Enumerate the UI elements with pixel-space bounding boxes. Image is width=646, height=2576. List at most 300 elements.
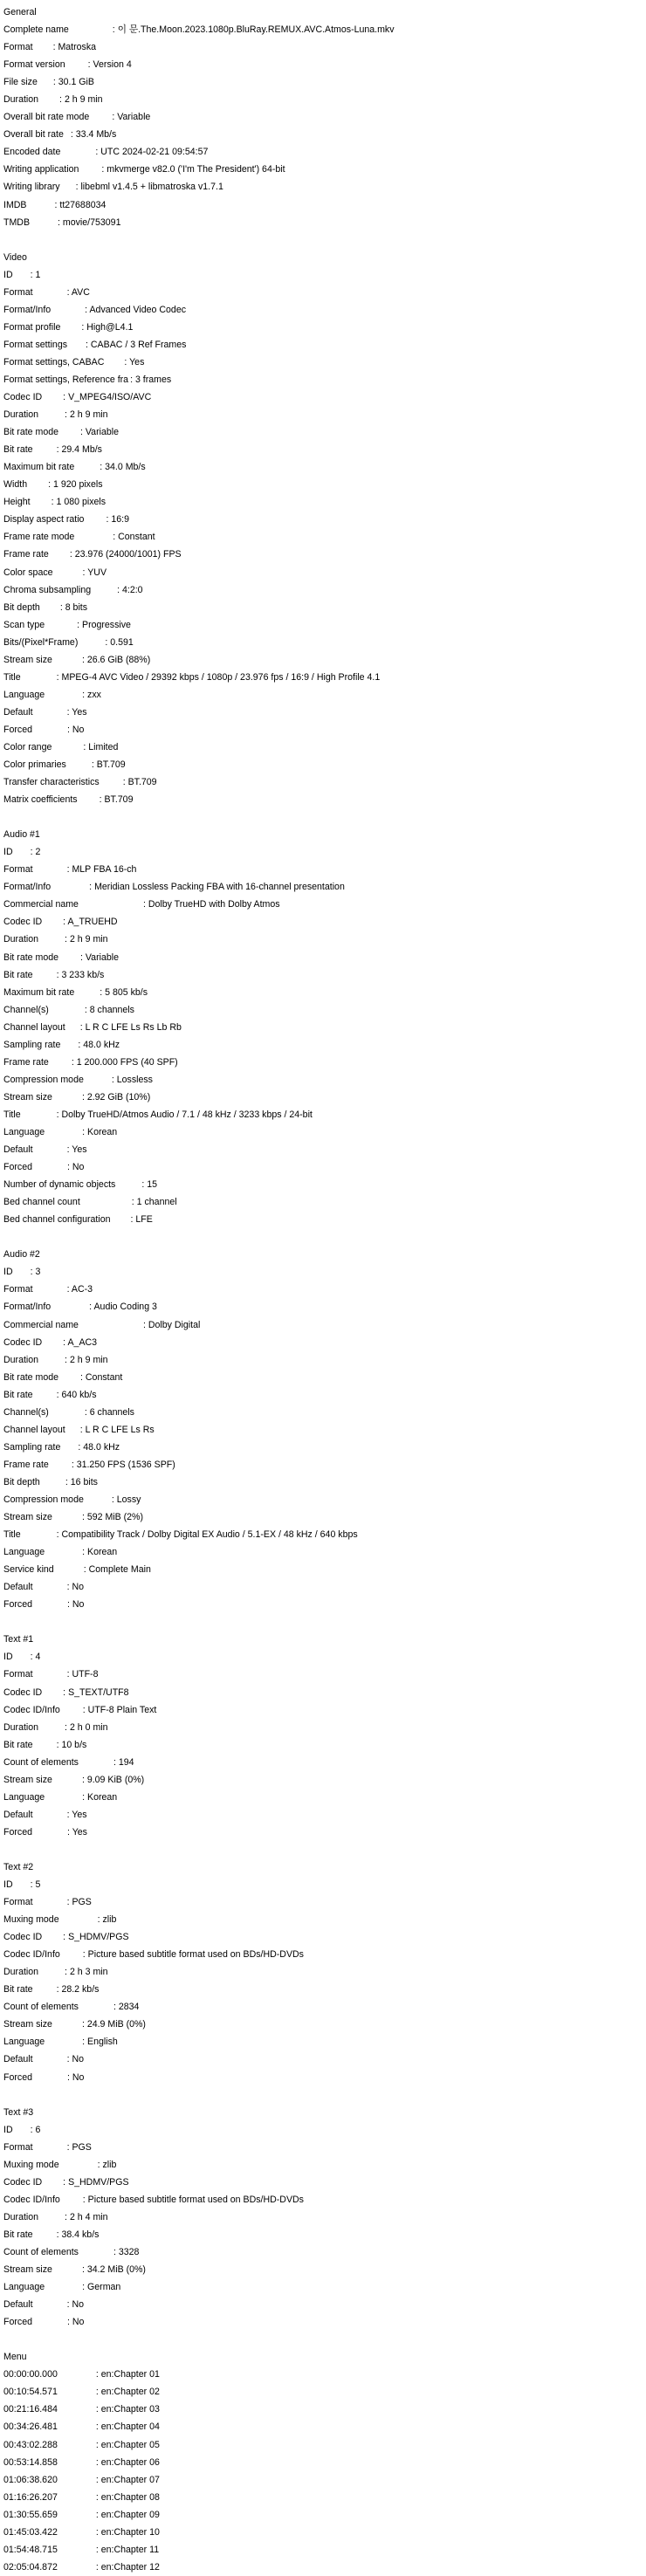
field-value: Variable <box>117 112 151 123</box>
field-separator: : <box>87 59 93 71</box>
field-value: L R C LFE Ls Rs <box>85 1424 155 1435</box>
field-separator: : <box>89 882 95 893</box>
field-row <box>3 651 643 669</box>
field-separator: : <box>82 1547 88 1558</box>
field-row <box>3 2366 643 2383</box>
field-separator: : <box>30 1652 36 1663</box>
field-separator: : <box>63 1932 69 1943</box>
field-value: UTF-8 <box>72 1669 99 1680</box>
field-row <box>3 143 643 161</box>
field-label: Complete name <box>3 24 69 36</box>
field-separator: : <box>83 1564 89 1576</box>
field-value: Yes <box>72 1144 87 1156</box>
field-separator: : <box>52 77 58 88</box>
field-separator: : <box>113 2002 119 2013</box>
field-value: Meridian Lossless Packing FBA with 16-channel presentation <box>94 882 345 893</box>
field-value: mkvmerge v82.0 ('I'm The President') 64-bit <box>107 164 285 175</box>
field-row <box>3 2506 643 2524</box>
field-value: No <box>72 1599 85 1611</box>
field-separator: : <box>79 1021 86 1033</box>
field-label: Forced <box>3 1599 32 1611</box>
field-separator: : <box>66 1144 72 1156</box>
field-label: Default <box>3 1582 33 1593</box>
field-label: Commercial name <box>3 899 79 910</box>
field-value: PGS <box>72 1897 92 1908</box>
field-separator: : <box>95 2439 101 2450</box>
field-separator: : <box>84 1406 90 1418</box>
field-label: Title <box>3 1529 21 1541</box>
field-label: TMDB <box>3 216 31 228</box>
field-label: 02:05:04.872 <box>3 2561 58 2573</box>
field-row <box>3 196 643 214</box>
field-label: Bit rate <box>3 1739 33 1750</box>
field-separator: : <box>112 112 118 123</box>
field-label: Encoded date <box>3 147 61 158</box>
field-row <box>3 2383 643 2401</box>
field-label: Format <box>3 1669 33 1680</box>
section-gap <box>3 1841 643 1858</box>
field-value: 48.0 kHz <box>83 1441 120 1453</box>
field-label: Channel layout <box>3 1021 65 1033</box>
field-value: 31.250 FPS (1536 SPF) <box>76 1459 175 1470</box>
section <box>3 826 643 1228</box>
field-label: Compression mode <box>3 1494 84 1505</box>
field-label: Forced <box>3 1826 32 1838</box>
field-row <box>3 441 643 458</box>
field-separator: : <box>95 2404 101 2415</box>
field-label: Bit depth <box>3 1476 40 1487</box>
field-separator: : <box>70 129 76 141</box>
field-separator: : <box>81 654 87 665</box>
field-value: 2 h 0 min <box>69 1721 108 1733</box>
field-value: 2 h 9 min <box>64 94 103 106</box>
field-separator: : <box>66 2299 72 2311</box>
field-row <box>3 1106 643 1123</box>
field-value: 3328 <box>118 2247 140 2257</box>
section <box>3 2104 643 2332</box>
field-value: Dolby TrueHD with Dolby Atmos <box>148 899 280 910</box>
field-separator: : <box>95 2544 101 2555</box>
field-separator: : <box>66 2054 72 2065</box>
field-separator: : <box>56 1109 62 1120</box>
field-value: AVC <box>71 286 90 298</box>
field-row <box>3 2243 643 2261</box>
field-separator: : <box>66 1599 72 1611</box>
field-value: Matroska <box>58 42 97 53</box>
field-value: 3 233 kb/s <box>61 969 105 980</box>
field-row <box>3 1369 643 1386</box>
field-row <box>3 2156 643 2174</box>
field-value: 2 h 9 min <box>69 409 108 421</box>
field-value: A_AC3 <box>67 1336 98 1348</box>
field-row <box>3 511 643 528</box>
field-value: 592 MiB (2%) <box>86 1512 144 1523</box>
field-label: 01:54:48.715 <box>3 2544 58 2555</box>
field-value: 15 <box>147 1179 158 1191</box>
field-label: Format profile <box>3 321 61 333</box>
field-label: Sampling rate <box>3 1441 61 1453</box>
field-label: Maximum bit rate <box>3 986 75 998</box>
field-row <box>3 2559 643 2576</box>
field-value: Picture based subtitle format used on BDs/HD-DVDs <box>87 2194 304 2205</box>
field-value: Progressive <box>82 619 131 630</box>
section <box>3 2348 643 2576</box>
mediainfo-report <box>3 3 643 2576</box>
field-row <box>3 458 643 476</box>
field-row <box>3 38 643 56</box>
field-label: Stream size <box>3 1774 52 1785</box>
field-separator: : <box>56 1739 62 1750</box>
field-separator: : <box>63 1686 69 1698</box>
field-value: 4:2:0 <box>122 584 143 595</box>
field-value: 24.9 MiB (0%) <box>86 2019 146 2030</box>
field-row <box>3 1036 643 1054</box>
field-row <box>3 354 643 371</box>
field-separator: : <box>65 1476 71 1487</box>
field-separator: : <box>130 1214 136 1226</box>
field-row <box>3 1789 643 1806</box>
field-row <box>3 1824 643 1841</box>
field-value: L R C LFE Ls Rs Lb Rb <box>85 1021 182 1033</box>
field-row <box>3 773 643 791</box>
field-label: Default <box>3 706 33 718</box>
field-separator: : <box>30 269 36 280</box>
field-label: Frame rate <box>3 549 49 560</box>
field-separator: : <box>52 42 58 53</box>
field-label: ID <box>3 847 13 858</box>
field-label: Writing application <box>3 164 79 175</box>
field-separator: : <box>124 356 130 368</box>
field-row <box>3 1001 643 1019</box>
field-row <box>3 634 643 651</box>
field-row <box>3 878 643 896</box>
field-label: 00:00:00.000 <box>3 2369 58 2380</box>
field-row <box>3 949 643 966</box>
field-separator: : <box>95 147 101 158</box>
field-row <box>3 1421 643 1439</box>
field-separator: : <box>122 777 128 788</box>
field-separator: : <box>71 1056 77 1068</box>
field-value: 9.09 KiB (0%) <box>86 1774 145 1785</box>
field-separator: : <box>63 392 69 403</box>
field-row <box>3 319 643 336</box>
field-separator: : <box>83 741 89 752</box>
field-separator: : <box>142 1319 148 1330</box>
field-value: BT.709 <box>104 794 134 806</box>
field-value: English <box>87 2037 118 2048</box>
field-label: Forced <box>3 724 32 735</box>
field-row <box>3 2471 643 2489</box>
field-separator: : <box>82 2282 88 2293</box>
field-row <box>3 1736 643 1754</box>
field-row <box>3 1071 643 1089</box>
field-separator: : <box>69 549 75 560</box>
field-separator: : <box>97 1914 103 1926</box>
field-row <box>3 896 643 913</box>
field-label: Bit rate <box>3 444 33 456</box>
field-value: Yes <box>72 706 87 718</box>
field-label: Stream size <box>3 2019 52 2030</box>
field-label: Height <box>3 497 31 508</box>
field-value: S_HDMV/PGS <box>68 2176 129 2188</box>
section <box>3 1246 643 1613</box>
section-title: Audio #2 <box>3 1249 40 1261</box>
field-separator: : <box>86 339 91 350</box>
field-separator: : <box>66 286 72 298</box>
field-separator: : <box>66 1284 72 1295</box>
field-label: Format <box>3 864 33 876</box>
field-value: Korean <box>87 1547 118 1558</box>
section-title: Text #3 <box>3 2106 34 2118</box>
field-label: Width <box>3 479 28 491</box>
field-label: Color primaries <box>3 759 66 771</box>
field-label: Bit rate <box>3 1389 33 1400</box>
field-row <box>3 669 643 686</box>
field-separator: : <box>63 1336 68 1348</box>
field-row <box>3 966 643 984</box>
field-value: movie/753091 <box>62 216 121 228</box>
field-value: BT.709 <box>127 777 157 788</box>
field-value: 3 frames <box>134 374 172 385</box>
field-label: Bit rate <box>3 969 33 980</box>
field-row <box>3 738 643 756</box>
field-row <box>3 1158 643 1176</box>
section-title: Menu <box>3 2352 27 2363</box>
field-row <box>3 1543 643 1561</box>
field-separator: : <box>80 1371 86 1383</box>
field-label: Duration <box>3 409 39 421</box>
field-row <box>3 2208 643 2226</box>
field-label: Channel(s) <box>3 1406 49 1418</box>
field-value: MLP FBA 16-ch <box>72 864 137 876</box>
field-label: File size <box>3 77 38 88</box>
field-separator: : <box>66 1162 72 1173</box>
field-row <box>3 913 643 931</box>
field-label: Color space <box>3 567 53 578</box>
section <box>3 1858 643 2086</box>
field-label: Format/Info <box>3 304 52 315</box>
field-value: No <box>72 1582 85 1593</box>
field-row <box>3 931 643 948</box>
field-row <box>3 1526 643 1543</box>
field-value: tt27688034 <box>59 199 107 210</box>
field-row <box>3 108 643 126</box>
field-value: 1 920 pixels <box>52 479 103 491</box>
field-label: Codec ID <box>3 1932 43 1943</box>
field-label: Scan type <box>3 619 45 630</box>
field-separator: : <box>100 462 106 473</box>
field-row <box>3 1491 643 1508</box>
field-label: Format version <box>3 59 65 71</box>
field-row <box>3 756 643 773</box>
field-label: Bit rate <box>3 2229 33 2240</box>
field-value: Audio Coding 3 <box>93 1302 157 1313</box>
field-separator: : <box>65 934 70 945</box>
field-value: Picture based subtitle format used on BDs/HD-DVDs <box>87 1949 304 1961</box>
field-separator: : <box>66 2141 72 2153</box>
field-row <box>3 528 643 546</box>
field-label: Codec ID <box>3 1336 43 1348</box>
section-title: Text #2 <box>3 1861 34 1872</box>
field-value: Constant <box>85 1371 123 1383</box>
field-label: Bit rate mode <box>3 951 59 963</box>
field-value: A_TRUEHD <box>67 917 118 928</box>
field-value: No <box>72 724 85 735</box>
field-row <box>3 686 643 704</box>
field-separator: : <box>66 724 72 735</box>
field-row <box>3 476 643 493</box>
field-label: Bit rate <box>3 1984 33 1996</box>
field-label: Bits/(Pixel*Frame) <box>3 636 79 648</box>
field-row <box>3 2524 643 2541</box>
field-separator: : <box>65 1967 70 1978</box>
field-separator: : <box>117 584 122 595</box>
field-separator: : <box>30 847 36 858</box>
field-row <box>3 178 643 196</box>
field-row <box>3 1386 643 1404</box>
field-separator: : <box>82 689 88 700</box>
field-separator: : <box>30 2124 36 2135</box>
field-row <box>3 1981 643 1998</box>
field-row <box>3 1508 643 1526</box>
field-value: V_MPEG4/ISO/AVC <box>68 392 152 403</box>
field-value: No <box>72 1162 85 1173</box>
field-row <box>3 2454 643 2471</box>
field-separator: : <box>95 2474 101 2485</box>
field-value: Lossy <box>116 1494 141 1505</box>
field-label: Duration <box>3 1721 39 1733</box>
field-separator: : <box>63 2176 69 2188</box>
field-row <box>3 2313 643 2331</box>
field-separator: : <box>80 427 86 438</box>
field-label: Codec ID/Info <box>3 2194 60 2205</box>
field-value: 2 h 9 min <box>69 1354 108 1365</box>
field-separator: : <box>95 2456 101 2468</box>
field-value: LFE <box>135 1214 153 1226</box>
field-value: en:Chapter 12 <box>100 2561 160 2573</box>
field-row <box>3 406 643 423</box>
field-row <box>3 1298 643 1315</box>
field-value: Constant <box>118 532 155 543</box>
field-separator: : <box>99 794 105 806</box>
field-row <box>3 2191 643 2208</box>
field-value: AC-3 <box>71 1284 93 1295</box>
field-label: Language <box>3 2037 45 2048</box>
field-label: Language <box>3 1127 45 1137</box>
field-separator: : <box>113 1756 119 1768</box>
field-row <box>3 599 643 616</box>
field-separator: : <box>91 759 97 771</box>
field-separator: : <box>142 899 148 910</box>
field-value: PGS <box>72 2141 92 2153</box>
field-value: UTC 2024-02-21 09:54:57 <box>100 147 209 158</box>
field-label: Display aspect ratio <box>3 514 85 526</box>
field-value: No <box>72 2317 85 2328</box>
field-label: Stream size <box>3 654 52 665</box>
field-value: 이 문.The.Moon.2023.1080p.BluRay.REMUX.AVC.Atmos-Luna.mkv <box>117 24 395 36</box>
field-value: Dolby Digital <box>148 1319 201 1330</box>
field-label: 01:16:26.207 <box>3 2491 58 2503</box>
field-row <box>3 214 643 231</box>
field-value: 2 h 4 min <box>69 2211 108 2222</box>
field-label: Format <box>3 2141 33 2153</box>
field-value: CABAC / 3 Ref Frames <box>90 339 187 350</box>
field-separator: : <box>81 1774 87 1785</box>
field-label: 01:45:03.422 <box>3 2526 58 2538</box>
field-row <box>3 161 643 178</box>
field-value: 1 080 pixels <box>56 497 107 508</box>
field-value: Dolby TrueHD/Atmos Audio / 7.1 / 48 kHz / 3233 kbps / 24-bit <box>61 1109 313 1120</box>
field-row <box>3 1561 643 1578</box>
field-separator: : <box>105 636 111 648</box>
field-row <box>3 1719 643 1736</box>
field-value: 0.591 <box>110 636 134 648</box>
field-label: Frame rate <box>3 1056 49 1068</box>
field-value: 16:9 <box>111 514 129 526</box>
field-row <box>3 1648 643 1666</box>
field-label: Codec ID <box>3 1686 43 1698</box>
field-value: en:Chapter 02 <box>100 2387 160 2398</box>
field-row <box>3 564 643 581</box>
field-label: 00:10:54.571 <box>3 2387 58 2398</box>
field-separator: : <box>66 1582 72 1593</box>
field-label: 01:30:55.659 <box>3 2509 58 2520</box>
field-label: Compression mode <box>3 1074 84 1085</box>
field-value: 29.4 Mb/s <box>61 444 102 456</box>
field-row <box>3 301 643 319</box>
field-value: 2 h 3 min <box>69 1967 108 1978</box>
field-row <box>3 21 643 38</box>
field-row <box>3 2401 643 2418</box>
field-label: Channel(s) <box>3 1004 49 1015</box>
field-value: Variable <box>85 951 119 963</box>
field-separator: : <box>85 304 90 315</box>
field-value: 48.0 kHz <box>83 1039 120 1050</box>
field-separator: : <box>80 951 86 963</box>
field-row <box>3 1771 643 1789</box>
field-separator: : <box>113 532 119 543</box>
field-value: Version 4 <box>93 59 132 71</box>
field-label: Title <box>3 1109 21 1120</box>
field-value: en:Chapter 04 <box>100 2421 160 2433</box>
field-separator: : <box>82 1791 88 1803</box>
field-separator: : <box>81 2019 87 2030</box>
field-value: 194 <box>118 1756 134 1768</box>
field-row <box>3 721 643 738</box>
field-separator: : <box>66 2071 72 2083</box>
field-value: libebml v1.4.5 + libmatroska v1.7.1 <box>80 182 223 193</box>
field-label: Sampling rate <box>3 1039 61 1050</box>
field-row <box>3 2278 643 2296</box>
field-row <box>3 704 643 721</box>
field-value: No <box>72 2071 85 2083</box>
field-value: 34.2 MiB (0%) <box>86 2264 146 2276</box>
field-row <box>3 1578 643 1596</box>
field-row <box>3 2541 643 2559</box>
field-row <box>3 861 643 878</box>
field-separator: : <box>112 24 118 36</box>
section-title: Text #1 <box>3 1634 34 1645</box>
section <box>3 1631 643 1841</box>
field-label: Language <box>3 1791 45 1803</box>
field-value: 2 <box>35 847 41 858</box>
field-label: Format/Info <box>3 1302 52 1313</box>
field-label: Bed channel count <box>3 1197 80 1208</box>
field-label: Language <box>3 2282 45 2293</box>
field-separator: : <box>65 2211 70 2222</box>
field-separator: : <box>66 1809 72 1820</box>
field-separator: : <box>97 2159 103 2170</box>
